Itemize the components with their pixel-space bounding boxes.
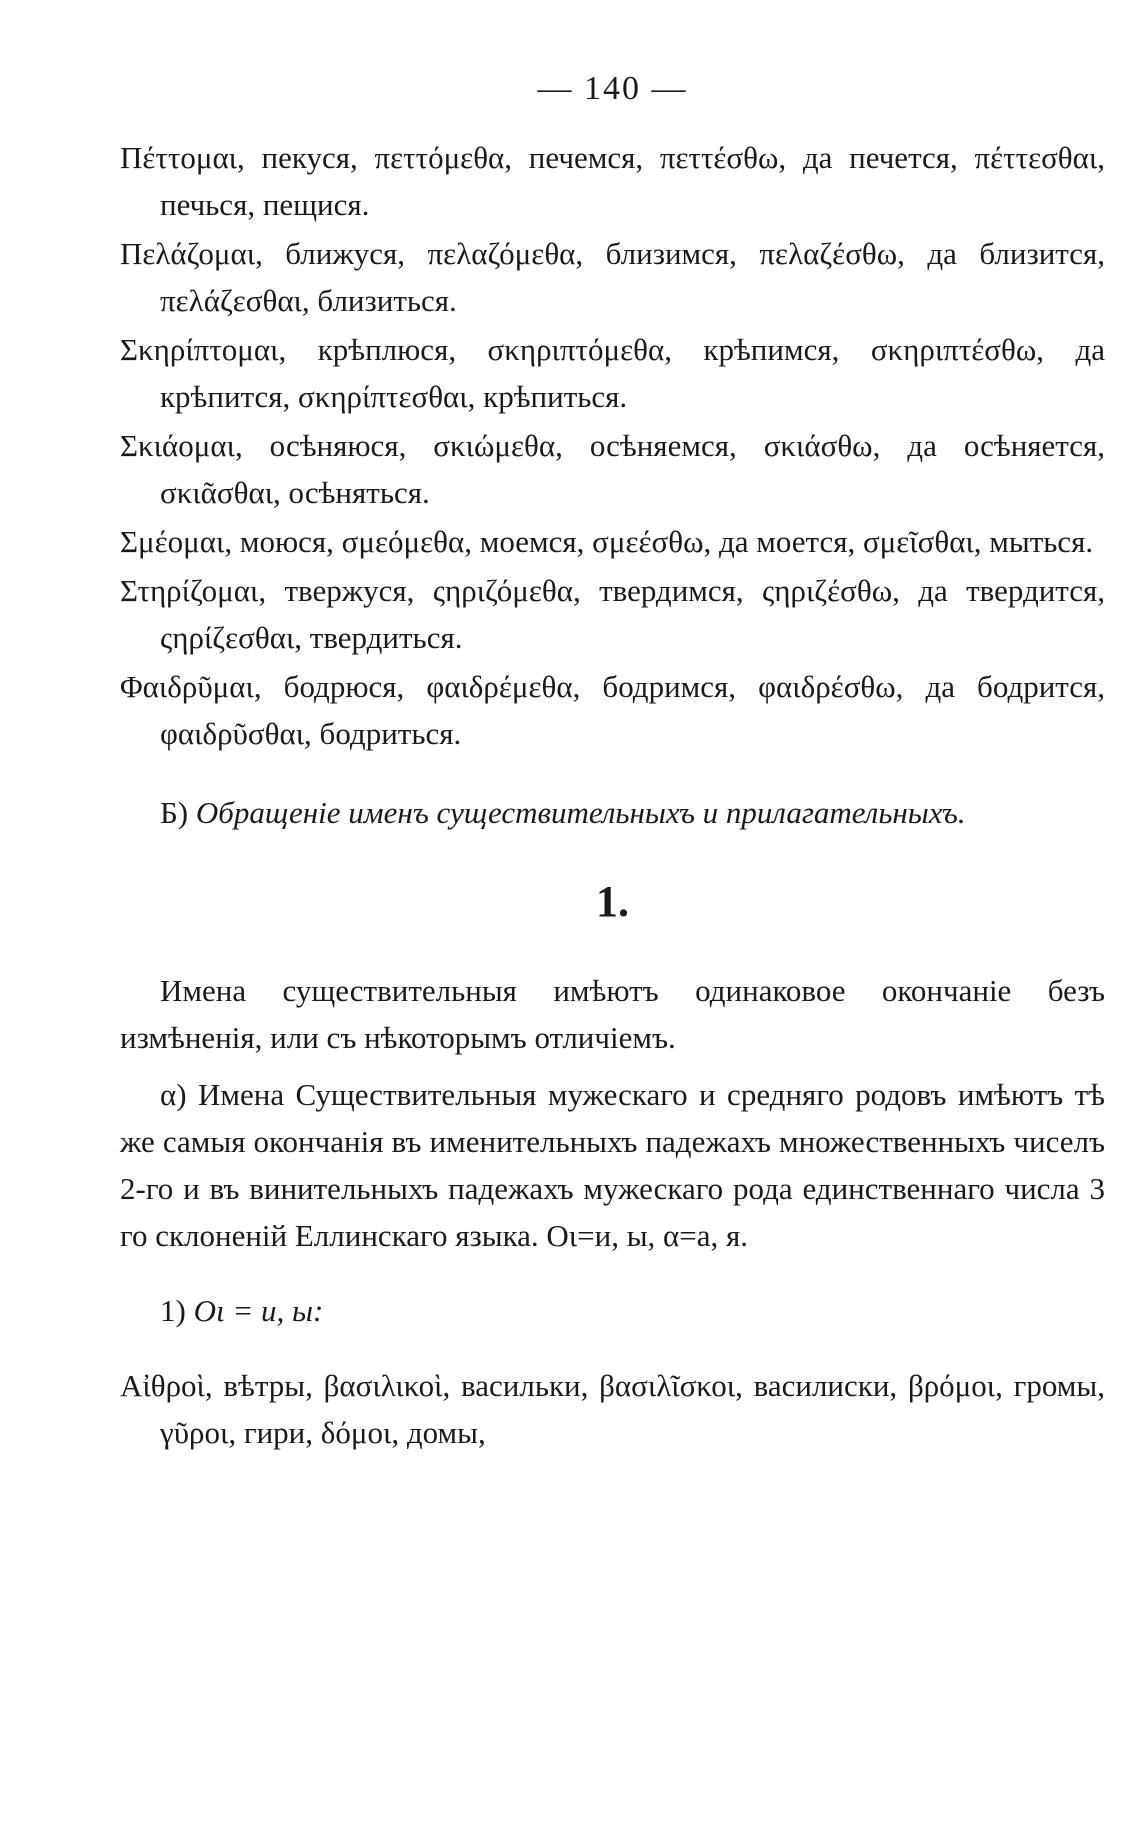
body-paragraph: α) Имена Существительныя мужескаго и средняго родовъ имѣютъ тѣ же самыя окончанія въ именительныхъ падежахъ множественныхъ чиселъ 2-го и въ винительныхъ падежахъ мужескаго рода единственнаго числа 3 го склоненій Еллинскаго языка. Οι=и, ы, α=а, я. (120, 1077, 1105, 1253)
section-letter: Б) (160, 795, 189, 830)
body-paragraph: Имена существительныя имѣютъ одинаковое окончаніе безъ измѣненія, или съ нѣкоторымъ отличіемъ. (120, 973, 1105, 1055)
section-title: Обращеніе именъ существительныхъ и прилагательныхъ. (195, 795, 966, 830)
section-number: 1. (596, 877, 629, 926)
verb-entry: Στηρίζομαι, твержуся, ςηριζόμεθα, твердимся, ςηριζέσθω, да твердится, ςηρίζεσθαι, твердиться. (120, 573, 1105, 655)
subheading-label: Οι = и, ы: (193, 1293, 324, 1328)
verb-entry: Σμέομαι, моюся, σμεόμεθα, моемся, σμεέσθω, да моется, σμεῖσθαι, мыться. (120, 524, 1094, 559)
noun-entry: Αἰθροὶ, вѣтры, βασιλικοὶ, васильки, βασιλῖσκοι, василиски, βρόμοι, громы, γῦροι, гири, δόμοι, домы, (120, 1368, 1105, 1450)
verb-entry: Φαιδρῦμαι, бодрюся, φαιδρέμεθα, бодримся, φαιδρέσθω, да бодрится, φαιδρῦσθαι, бодриться. (120, 669, 1105, 751)
page-number: — 140 — (537, 70, 688, 107)
section-heading (120, 789, 1105, 836)
page (120, 70, 1105, 1458)
subheading (160, 1287, 1105, 1334)
verb-entry: Πελάζομαι, ближуся, πελαζόμεθα, близимся, πελαζέσθω, да близится, πελάζεσθαι, близиться. (120, 236, 1105, 318)
verb-entry: Σκιάομαι, осѣняюся, σκιώμεθα, осѣняемся, σκιάσθω, да осѣняется, σκιᾶσθαι, осѣняться. (120, 428, 1105, 510)
verb-entry: Σκηρίπτομαι, крѣплюся, σκηριπτόμεθα, крѣпимся, σκηριπτέσθω, да крѣпится, σκηρίπτεσθαι, крѣпиться. (120, 332, 1105, 414)
verb-entries (120, 134, 1105, 757)
subheading-number: 1) (160, 1293, 186, 1328)
verb-entry: Πέττομαι, пекуся, πεττόμεθα, печемся, πεττέσθω, да печется, πέττεσθαι, печься, пещися. (120, 140, 1105, 222)
